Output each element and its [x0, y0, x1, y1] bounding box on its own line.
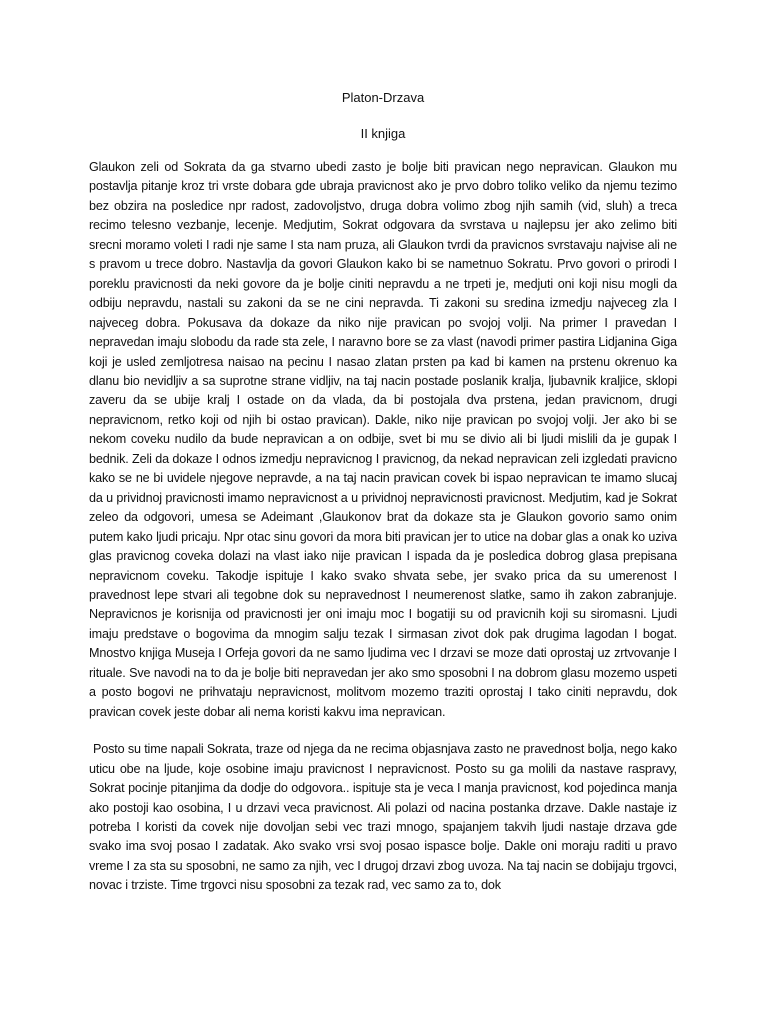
body-paragraph-1: Glaukon zeli od Sokrata da ga stvarno ubedi zasto je bolje biti pravican nego nepravican. Glaukon mu postavlja pitanje kroz tri vrste dobara gde ubraja pravicnost ako je prvo dobro toliko veliko da njemu tezimo bez obzira na posledice npr radost, zadovoljstvo, druga dobra volimo zbog njih samih (vid, sluh) a treca recimo telesno vezbanje, lecenje. Medjutim, Sokrat odgovara da svrstava u najlepsu jer ako zelimo biti srecni moramo voleti I radi nje same I sta nam pruza, ali Glaukon tvrdi da pravicnos svrstavaju najvise ali ne s pravom u trece dobro. Nastavlja da govori Glaukon kako bi se nametnuo Sokratu. Prvo govori o prirodi I poreklu pravicnosti da neki govore da je bolje ciniti nepravdu a ne trpeti je, medjuti oni koji nisu mogli da odbiju nepravdu, nastali su zakoni da se ne cini nepravda. Ti zakoni su sredina izmedju najveceg zla I najveceg dobra. Pokusava da dokaze da niko nije pravican po svojoj volji. Na primer I pravedan I nepravedan imaju slobodu da rade sta zele, I naravno bore se za vlast (navodi primer pastira Lidjanina Giga koji je usled zemljotresa naisao na pecinu I nasao zlatan prsten pa kad bi kamen na prstenu okrenuo ka dlanu bio nevidljiv a sa suprotne strane vidljiv, na taj nacin postade poslanik kralja, ljubavnik kraljice, sklopi zaveru da se ubije kralj I ostade on da vlada, da bi postojala dva prstena, jedan pravicnom, drugi nepravicnom, retko koji od njih bi ostao pravican). Dakle, niko nije pravican po svojoj volji. Jer ako bi se nekom coveku nudilo da bude nepravican a on odbije, svet bi mu se divio ali bi ljudi mislili da je gupak I bednik. Zeli da dokaze I odnos izmedju nepravicnog I pravicnog, da nekad nepravican zeli izgledati pravicno kako se ne bi uvidele njegove nepravde, a na taj nacin pravican covek bi ispao nepravican te imamo slucaj da u prividnoj pravicnosti imamo nepravicnost a u prividnoj nepravicnosti pravicnost. Medjutim, kad je Sokrat zeleo da odgovori, umesa se Adeimant ,Glaukonov brat da dokaze sta je Glaukon govorio samo onim putem kako ljudi pricaju. Npr otac sinu govori da mora biti pravican jer to utice na dobar glas a onak ko uziva glas pravicnog coveka dolazi na vlast iako nije pravican I ispada da je posledica dobrog glasa prepisana nepravicnom coveku. Takodje ispituje I kako svako shvata sebe, jer svako prica da su umerenost I pravednost lepe stvari ali tegobne dok su nepravednost I neumerenost slatke, samo ih zakon zabranjuje. Nepravicnos je korisnija od pravicnosti jer oni imaju moc I bogatiji su od pravicnih koji su siromasni. Ljudi imaju predstave o bogovima da mnogim salju tezak I sirmasan zivot dok pak drugima lagodan I bogat. Mnostvo knjiga Museja I Orfeja govori da ne samo ljudima vec I drzavi se moze dati oprostaj uz zrtvovanje I rituale. Sve navodi na to da je bolje biti nepravedan jer ako smo sposobni I na dobrom glasu mozemo uspeti a posto bogovi ne prihvataju nepravicnost, molitvom mozemo traziti oprostaj I tako ciniti nepravdu, dok pravican covek jeste dobar ali nema koristi kakvu ima nepravican.: [89, 160, 677, 719]
document-subtitle: II knjiga: [360, 126, 406, 141]
body-paragraph-2: Posto su time napali Sokrata, traze od njega da ne recima objasnjava zasto ne pravednost bolja, nego kako uticu obe na ljude, koje osobine imaju pravicnost I nepravicnost. Posto su ga molili da nastave raspravу, Sokrat pocinje pitanjima da dodje do odgovora.. ispituje sta je veca I manja pravicnost, kod pojedinca manja ako postoji kao osobina, I u drzavi veca pravicnost. Ali polazi od nacina postanka drzave. Dakle nastaje iz potreba I koristi da covek nije dovoljan sebi vec trazi mnogo, spajanjem takvih ljudi nastaje drzava gde svako ima svoj posao I zadatak. Ako svako vrsi svoj posao ispasce bolje. Dakle oni moraju raditi u pravo vreme I za sta su sposobni, ne samo za njih, vec I drugoj drzavi zbog uvoza. Na taj nacin se dobijaju trgovci, novac i trziste. Time trgovci nisu sposobni za tezak rad, vec samo za to, dok: [89, 742, 677, 893]
document-title: Platon-Drzava: [341, 90, 425, 105]
